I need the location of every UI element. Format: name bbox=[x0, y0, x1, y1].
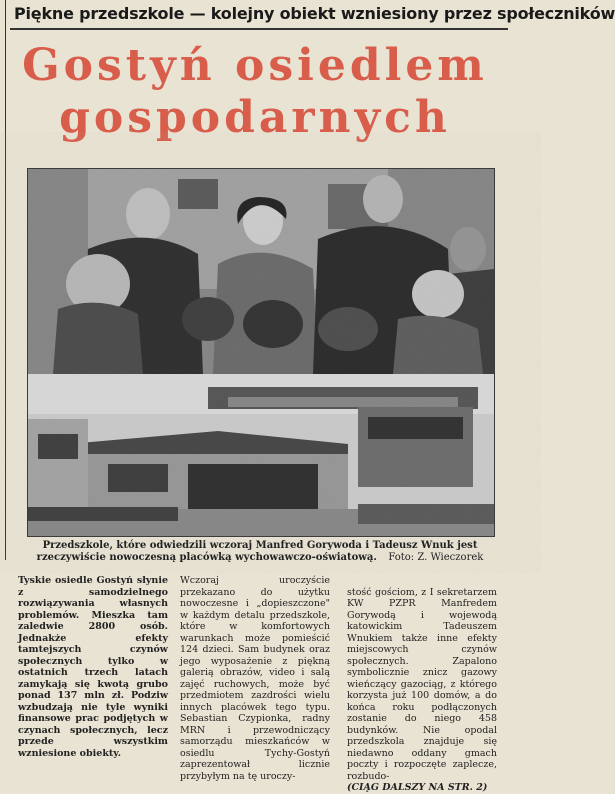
photo-illustration bbox=[28, 169, 494, 536]
article-column-3 bbox=[347, 575, 497, 793]
kicker-line: Piękne przedszkole — kolejny obiekt wzniesiony przez społeczników bbox=[14, 4, 615, 23]
headline-line-1: Gostyń osiedlem bbox=[22, 40, 488, 91]
kicker-rule bbox=[10, 28, 508, 30]
headline bbox=[0, 40, 510, 144]
photo-caption bbox=[30, 540, 490, 564]
article-column-2: Wczoraj uroczyście przekazano do użytku nowoczesne i „dopieszczone" w każdym detalu przedszkole, które w komfortowych warunkach może pomieścić 124 dzieci. Sam budynek oraz jego wyposażenie z piękną galerią obrazów, video i salą zajęć ruchowych, może być przedmiotem zazdrości wielu innych placówek tego typu. Sebastian Czypionka, radny MRN i przewodniczący samorządu mieszkańców w osiedlu Tychy-Gostyń zaprezentował licznie przybyłym na tę uroczy- bbox=[180, 575, 330, 782]
article-column-1: Tyskie osiedle Gostyń słynie z samodzielnego rozwiązywania własnych problemów. Mieszka tam zaledwie 2800 osób. Jednakże efekty tamtejszych czynów społecznych tylko w ostatnich trzech latach zamykają się kwotą grubo ponad 137 mln zł. Podziw wzbudzają nie tyle wyniki finansowe prac podjętych w czynach społecznych, lecz przede wszystkim wzniesione obiekty. bbox=[18, 575, 168, 759]
caption-text: Przedszkole, które odwiedzili wczoraj Manfred Gorywoda i Tadeusz Wnuk jest rzeczywiście nowoczesną placówką wychowawczo-oświatową. bbox=[36, 540, 478, 563]
photo-credit: Foto: Z. Wieczorek bbox=[388, 552, 484, 563]
headline-line-2: gospodarnych bbox=[59, 92, 451, 143]
continuation-note: (CIĄG DALSZY NA STR. 2) bbox=[347, 782, 488, 793]
column-3-text: stość gościom, z I sekretarzem KW PZPR Manfredem Gorywodą i wojewodą katowickim Tadeuszem Wnukiem także inne efekty miejscowych czynów społecznych. Zapalono symbolicznie znicz gazowy wieńczący gazociąg, z którego korzysta już 100 domów, a do końca roku podłączonych zostanie do niego 458 budynków. Nie opodal przedszkola znajduje się niedawno oddany gmach poczty i rozpoczęte zaplecze, rozbudo- bbox=[347, 586, 497, 782]
article-photo bbox=[27, 168, 495, 537]
